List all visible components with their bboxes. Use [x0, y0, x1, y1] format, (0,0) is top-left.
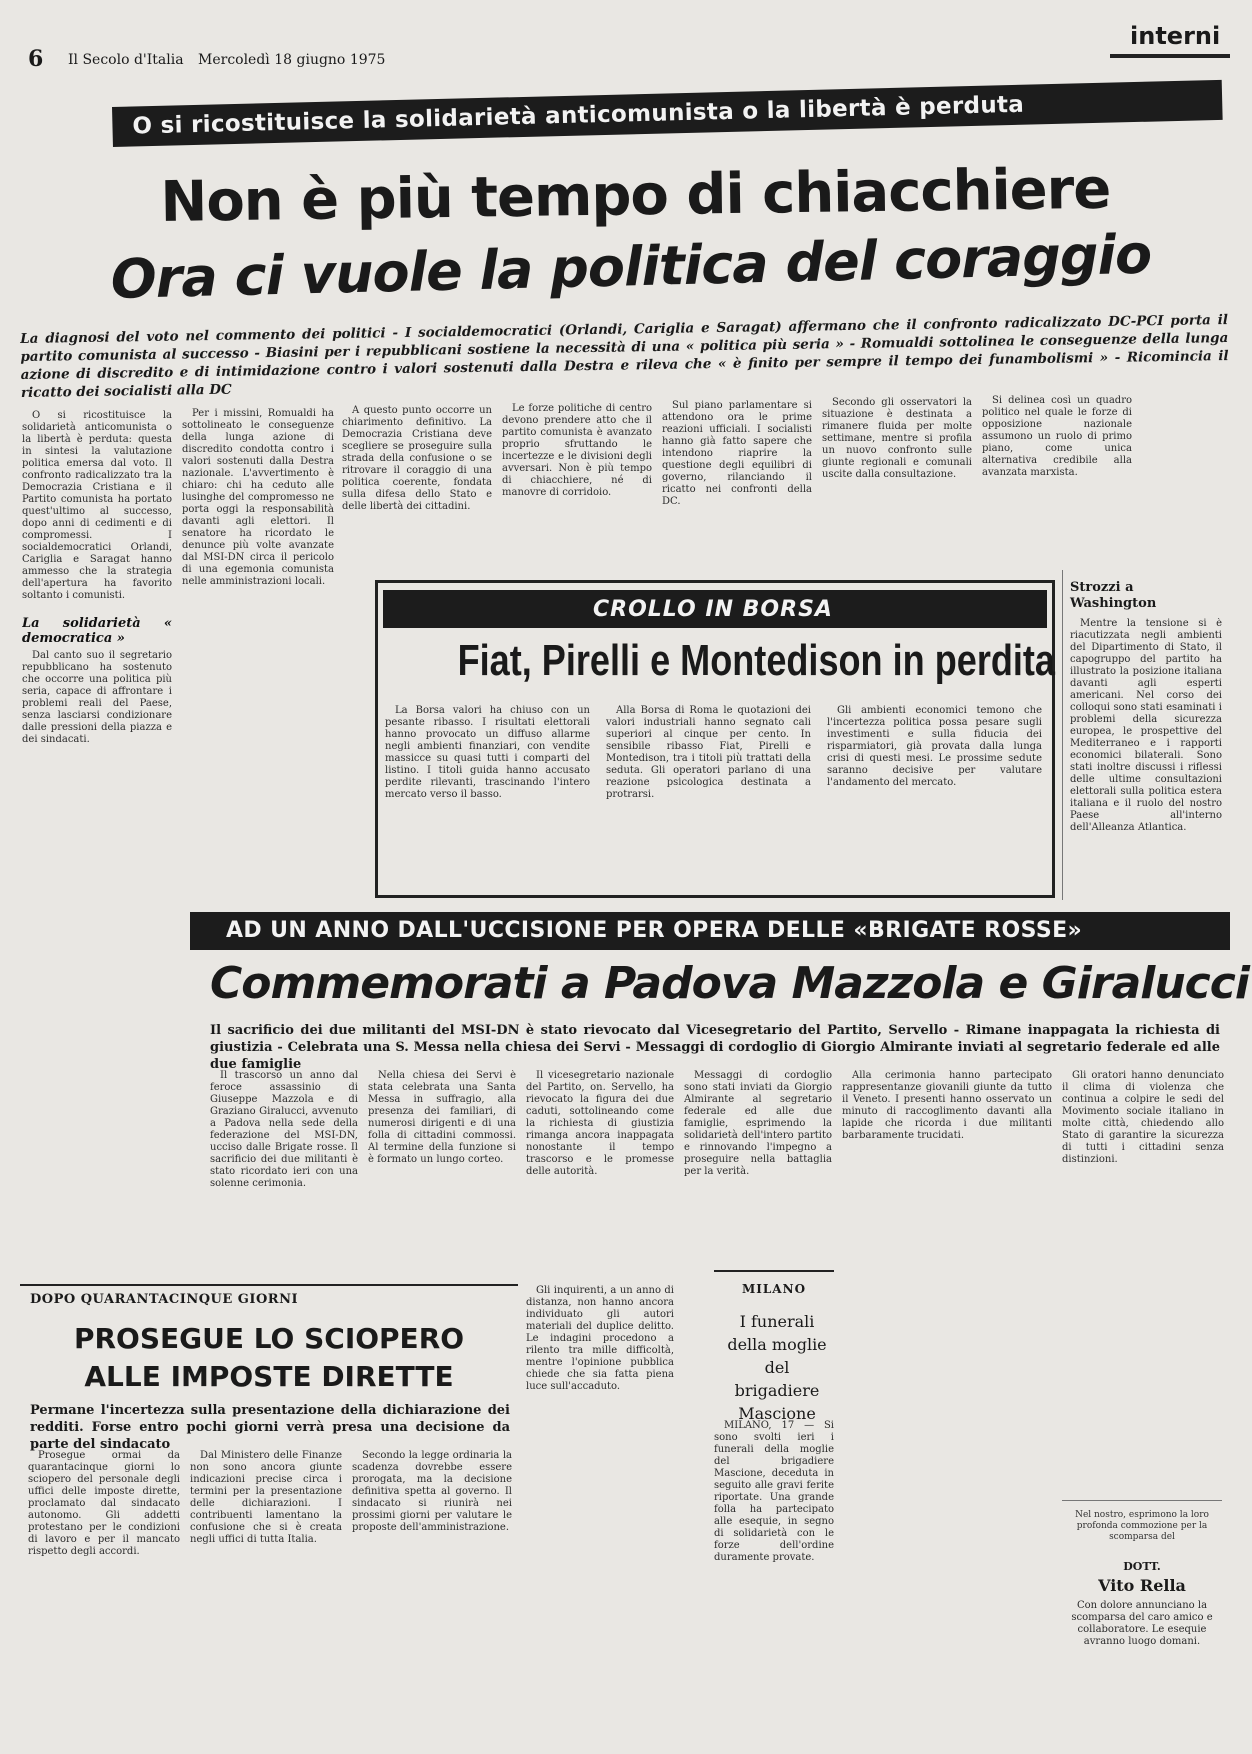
- padova-col-4: [526, 1285, 674, 1745]
- main-col-3: [342, 405, 492, 575]
- sciopero-summary: Permane l'incertezza sulla presentazione della dichiarazione dei redditi. Forse entro pochi giorni verrà presa una decisione da parte del sindacato: [30, 1403, 510, 1452]
- section-label: interni: [1130, 22, 1221, 50]
- necrologio-title: DOTT.: [1123, 1560, 1161, 1573]
- padova-col-1-text: Il trascorso un anno dal feroce assassinio di Giuseppe Mazzola e di Graziano Giralucci, avvenuto a Padova nella sede della federazione del MSI-DN, ucciso dalle Brigate rosse. Il sacrificio dei due militanti è stato ricordato ieri con una solenne cerimonia.: [210, 1070, 358, 1189]
- borsa-col-3-text: Gli ambienti economici temono che l'incertezza politica possa pesare sugli investimenti e sulla fiducia dei risparmiatori, già provata dalla lunga crisi di questi mesi. Le prossime sedute saranno decisive per valutare l'andamento del mercato.: [827, 705, 1042, 788]
- sciopero-kicker: DOPO QUARANTACINQUE GIORNI: [30, 1292, 299, 1307]
- sciopero-top-rule: [20, 1284, 518, 1286]
- borsa-kicker-banner: [383, 590, 1047, 628]
- main-col-1b-text: Dal canto suo il segretario repubblicano ha sostenuto che occorre una politica più seria, capace di affrontare i problemi reali del Paese, senza lasciarsi condizionare dalle pressioni della piazza e dei sindacati.: [22, 650, 172, 745]
- main-col-4-text: Le forze politiche di centro devono prendere atto che il partito comunista è avanzato proprio sfruttando le incertezze e le divisioni degli avversari. Non è più tempo di chiacchiere, né di manovre di corridoio.: [502, 403, 652, 498]
- padova-kicker: AD UN ANNO DALL'UCCISIONE PER OPERA DELLE «BRIGATE ROSSE»: [226, 918, 1083, 943]
- main-col-7: [982, 395, 1132, 565]
- sidebar-washington-text: Mentre la tensione si è riacutizzata negli ambienti del Dipartimento di Stato, il capogruppo del partito ha illustrato la posizione italiana davanti agli esperti americani. Nel corso dei colloqui sono stati esaminati i problemi della sicurezza europea, le prospettive del Mediterraneo e i rapporti economici bilaterali. Sono stati inoltre discussi i riflessi delle ultime consultazioni elettorali sulla politica estera italiana e il ruolo del nostro Paese all'interno dell'Alleanza Atlantica.: [1070, 618, 1222, 833]
- padova-col-2: [368, 1070, 516, 1280]
- padova-col-6-text: Alla cerimonia hanno partecipato rappresentanze giovanili giunte da tutto il Veneto. I presenti hanno osservato un minuto di raccoglimento davanti alla lapide che ricorda i due militanti barbaramente trucidati.: [842, 1070, 1052, 1141]
- necrologio-body-text: Con dolore annunciano la scomparsa del caro amico e collaboratore. Le esequie avranno luogo domani.: [1071, 1600, 1213, 1647]
- milano-body: [714, 1420, 834, 1745]
- borsa-kicker: CROLLO IN BORSA: [593, 597, 833, 622]
- sidebar-washington-body: [1070, 618, 1222, 903]
- sciopero-col-1-text: Prosegue ormai da quarantacinque giorni lo sciopero del personale degli uffici delle imposte dirette, proclamato dal sindacato autonomo. Gli addetti protestano per le condizioni di lavoro e per il mancato rispetto degli accordi.: [28, 1450, 180, 1557]
- main-col-1: [22, 410, 172, 1180]
- padova-col-6: [842, 1070, 1052, 1745]
- main-col-3-text: A questo punto occorre un chiarimento definitivo. La Democrazia Cristiana deve scegliere se proseguire sulla strada della confusione o se ritrovare il coraggio di una politica coerente, fondata sulla difesa dello Stato e delle libertà dei cittadini.: [342, 405, 492, 512]
- padova-col-5-text: Messaggi di cordoglio sono stati inviati da Giorgio Almirante al segretario federale ed alle due famiglie, esprimendo la solidarietà dell'intero partito e rinnovando l'impegno a proseguire nella battaglia per la verità.: [684, 1070, 832, 1177]
- padova-col-7: [1062, 1070, 1224, 1490]
- main-kicker: O si ricostituisce la solidarietà anticomunista o la libertà è perduta: [132, 91, 1025, 140]
- borsa-col-2: [606, 705, 811, 890]
- padova-col-5: [684, 1070, 832, 1270]
- padova-col-2-text: Nella chiesa dei Servi è stata celebrata una Santa Messa in suffragio, alla presenza dei familiari, di numerosi dirigenti e di una folla di cittadini commossi. Al termine della funzione si è formato un lungo corteo.: [368, 1070, 516, 1165]
- padova-col-1: [210, 1070, 358, 1280]
- necrologio-text: Nel nostro, esprimono la loro profonda commozione per la scomparsa del: [1075, 1510, 1209, 1542]
- padova-col-7-text: Gli oratori hanno denunciato il clima di violenza che continua a colpire le sedi del Movimento sociale italiano in molte città, chiedendo allo Stato di garantire la sicurezza di tutti i cittadini senza distinzioni.: [1062, 1070, 1224, 1165]
- necrologio-body: [1066, 1600, 1218, 1745]
- borsa-col-2-text: Alla Borsa di Roma le quotazioni dei valori industriali hanno segnato cali superiori al cinque per cento. In sensibile ribasso Fiat, Pirelli e Montedison, tra i titoli più trattati della seduta. Gli operatori parlano di una reazione psicologica destinata a protrarsi.: [606, 705, 811, 800]
- main-headline-2: Ora ci vuole la politica del coraggio: [110, 222, 1152, 311]
- page-number: 6: [28, 46, 44, 72]
- padova-col-3-text: Il vicesegretario nazionale del Partito, on. Servello, ha rievocato la figura dei due caduti, sottolineando come la richiesta di giustizia rimanga ancora inappagata nonostante il tempo trascorso e le promesse delle autorità.: [526, 1070, 674, 1177]
- sciopero-col-1: [28, 1450, 180, 1745]
- main-col-1-text: O si ricostituisce la solidarietà anticomunista o la libertà è perduta: questa in sintesi la valutazione politica emersa dal voto. Il confronto radicalizzato tra la Democrazia Cristiana e il Partito comunista ha portato quest'ultimo al successo, dopo anni di cedimenti e di compromessi. I socialdemocratici Orlandi, Cariglia e Saragat hanno ammesso che la strategia dell'apertura ha favorito soltanto i comunisti.: [22, 410, 172, 601]
- main-col-2-text: Per i missini, Romualdi ha sottolineato le conseguenze della lunga azione di discredito condotta contro i valori sostenuti dalla Destra nazionale. L'avvertimento è chiaro: chi ha ceduto alle lusinghe del compromesso ne porta oggi la responsabilità davanti agli elettori. Il senatore ha ricordato le denunce più volte avanzate dal MSI-DN circa il pericolo di una egemonia comunista nelle amministrazioni locali.: [182, 408, 334, 587]
- borsa-headline: Fiat, Pirelli e Montedison in perdita: [457, 636, 1056, 685]
- sciopero-col-2: [190, 1450, 342, 1745]
- borsa-col-1: [385, 705, 590, 890]
- sciopero-col-3: [352, 1450, 512, 1745]
- sciopero-headline-1: PROSEGUE LO SCIOPERO: [73, 1322, 465, 1355]
- main-col-2: [182, 408, 334, 903]
- issue-date: Mercoledì 18 giugno 1975: [198, 52, 386, 68]
- sidebar-washington-title: Strozzi a Washington: [1070, 580, 1157, 611]
- main-col-5: [662, 400, 812, 570]
- padova-kicker-banner: [190, 912, 1230, 950]
- padova-headline: Commemorati a Padova Mazzola e Giralucci: [210, 958, 1249, 1009]
- sciopero-col-2-text: Dal Ministero delle Finanze non sono ancora giunte indicazioni precise circa i termini per la presentazione delle dichiarazioni. I contribuenti lamentano la confusione che si è creata negli uffici di tutta Italia.: [190, 1450, 342, 1545]
- borsa-col-3: [827, 705, 1042, 890]
- sidebar-divider: [1062, 570, 1063, 900]
- sciopero-headline-2: ALLE IMPOSTE DIRETTE: [84, 1360, 454, 1393]
- main-col-4: [502, 403, 652, 573]
- main-kicker-banner: [112, 80, 1223, 147]
- necrologio-name: Vito Rella: [1098, 1576, 1186, 1595]
- newspaper-name: Il Secolo d'Italia: [68, 52, 184, 68]
- padova-col-3: [526, 1070, 674, 1280]
- main-col-7-text: Si delinea così un quadro politico nel quale le forze di opposizione nazionale assumono un ruolo di primo piano, come unica alternativa credibile alla avanzata marxista.: [982, 395, 1132, 478]
- padova-col-4-text: Gli inquirenti, a un anno di distanza, non hanno ancora individuato gli autori materiali del duplice delitto. Le indagini procedono a rilento tra mille difficoltà, mentre l'opinione pubblica chiede che sia fatta piena luce sull'accaduto.: [526, 1285, 674, 1392]
- sciopero-col-3-text: Secondo la legge ordinaria la scadenza dovrebbe essere prorogata, ma la decisione definitiva spetta al governo. Il sindacato si riunirà nei prossimi giorni per valutare le proposte dell'amministrazione.: [352, 1450, 512, 1533]
- milano-top-rule: [714, 1270, 834, 1272]
- main-subhead: La solidarietà « democratica »: [22, 616, 172, 646]
- milano-dateline: MILANO: [741, 1282, 807, 1296]
- milano-body-text: MILANO, 17 — Si sono svolti ieri i funerali della moglie del brigadiere Mascione, deceduta in seguito alle gravi ferite riportate. Una grande folla ha partecipato alle esequie, in segno di solidarietà con le forze dell'ordine duramente provate.: [714, 1420, 834, 1563]
- borsa-col-1-text: La Borsa valori ha chiuso con un pesante ribasso. I risultati elettorali hanno provocato un diffuso allarme negli ambienti finanziari, con vendite massicce su quasi tutti i comparti del listino. I titoli guida hanno accusato perdite rilevanti, trascinando l'intero mercato verso il basso.: [385, 705, 590, 800]
- necrologio-rule: [1062, 1500, 1222, 1501]
- main-col-5-text: Sul piano parlamentare si attendono ora le prime reazioni ufficiali. I socialisti hanno già fatto sapere che intendono riaprire la questione degli equilibri di governo, rilanciando il ricatto nei confronti della DC.: [662, 400, 812, 507]
- milano-headline: I funerali della moglie del brigadiere Mascione: [727, 1312, 827, 1423]
- padova-summary: Il sacrificio dei due militanti del MSI-DN è stato rievocato dal Vicesegretario del Partito, Servello - Rimane inappagata la richiesta di giustizia - Celebrata una S. Messa nella chiesa dei Servi - Messaggi di cordoglio di Giorgio Almirante inviati al segretario federale ed alle due famiglie: [210, 1023, 1220, 1072]
- main-col-6-text: Secondo gli osservatori la situazione è destinata a rimanere fluida per molte settimane, mentre si profila un nuovo confronto sulle giunte regionali e comunali uscite dalla consultazione.: [822, 397, 972, 480]
- main-summary: La diagnosi del voto nel commento dei politici - I socialdemocratici (Orlandi, Cariglia e Saragat) affermano che il confronto radicalizzato DC-PCI porta il partito comunista al successo - Biasini per i repubblicani sostiene la necessità di una « politica più seria » - Romualdi sottolinea le conseguenze della lunga azione di discredito e di intimidazione contro i valori sostenuti dalla Destra e rileva che « è finito per sempre il tempo dei funambolismi » - Ricomincia il ricatto dei socialisti alla DC: [20, 312, 1229, 401]
- main-col-6: [822, 397, 972, 567]
- masthead-rule: [1110, 54, 1230, 58]
- main-headline-1: Non è più tempo di chiacchiere: [160, 156, 1111, 235]
